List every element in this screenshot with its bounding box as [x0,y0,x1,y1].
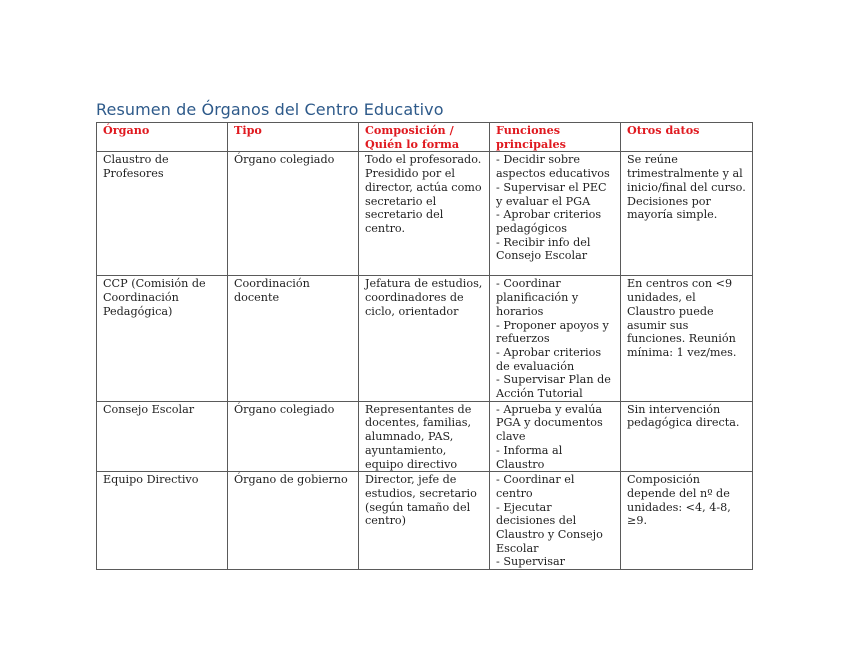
cell-text: - Decidir sobre aspectos educativos - Supervisar el PEC y evaluar el PGA - Aprobar criterios pedagógicos - Recibir info del Consejo Escolar [496,153,610,263]
cell-tipo [228,472,359,570]
cell-composicion [359,472,490,570]
cell-text: Se reúne trimestralmente y al inicio/final del curso. Decisiones por mayoría simple. [627,153,746,222]
header-composicion: Composición / Quién lo forma [359,123,490,152]
cell-text: CCP (Comisión de Coordinación Pedagógica) [103,277,206,318]
cell-text: Órgano colegiado [234,402,335,416]
table-row [97,472,753,570]
cell-tipo [228,401,359,472]
cell-text: En centros con <9 unidades, el Claustro puede asumir sus funciones. Reunión mínima: 1 vez/mes. [627,277,737,359]
cell-text: Jefatura de estudios, coordinadores de ciclo, orientador [365,277,483,318]
cell-organo [97,276,228,401]
cell-text: Equipo Directivo [103,473,199,487]
cell-text: Coordinación docente [234,277,310,305]
cell-composicion [359,152,490,276]
cell-tipo [228,276,359,401]
cell-organo [97,472,228,570]
cell-funciones [490,152,621,276]
cell-funciones [490,276,621,401]
table-row [97,401,753,472]
cell-funciones [490,472,621,570]
cell-tipo [228,152,359,276]
header-tipo: Tipo [228,123,359,152]
cell-funciones [490,401,621,472]
table-header-row [97,123,753,152]
cell-text: Claustro de Profesores [103,153,169,181]
table-row [97,152,753,276]
cell-text: - Aprueba y evalúa PGA y documentos clave - Informa al Claustro [496,402,603,471]
cell-text: Órgano colegiado [234,153,335,167]
document-title: Resumen de Órganos del Centro Educativo [96,100,444,119]
cell-text: - Coordinar planificación y horarios - Proponer apoyos y refuerzos - Aprobar criterios de evaluación - Supervisar Plan de Acción Tutorial [496,277,611,401]
cell-organo [97,152,228,276]
header-funciones: Funciones principales [490,123,621,152]
cell-text: - Coordinar el centro - Ejecutar decisiones del Claustro y Consejo Escolar - Supervisar [496,473,603,569]
table-row [97,276,753,401]
cell-otros [621,276,753,401]
cell-otros [621,152,753,276]
organs-summary-table [96,122,753,570]
cell-composicion [359,276,490,401]
header-otros: Otros datos [621,123,753,152]
cell-composicion [359,401,490,472]
cell-text: Todo el profesorado. Presidido por el director, actúa como secretario el secretario del centro. [365,153,482,235]
cell-otros [621,401,753,472]
cell-text: Representantes de docentes, familias, alumnado, PAS, ayuntamiento, equipo directivo [365,402,472,471]
cell-text: Composición depende del nº de unidades: <4, 4-8, ≥9. [627,473,731,528]
cell-text: Órgano de gobierno [234,473,348,487]
cell-organo [97,401,228,472]
cell-otros [621,472,753,570]
cell-text: Director, jefe de estudios, secretario (según tamaño del centro) [365,473,477,528]
header-organo: Órgano [97,123,228,152]
cell-text: Sin intervención pedagógica directa. [627,402,740,430]
cell-text: Consejo Escolar [103,402,195,416]
